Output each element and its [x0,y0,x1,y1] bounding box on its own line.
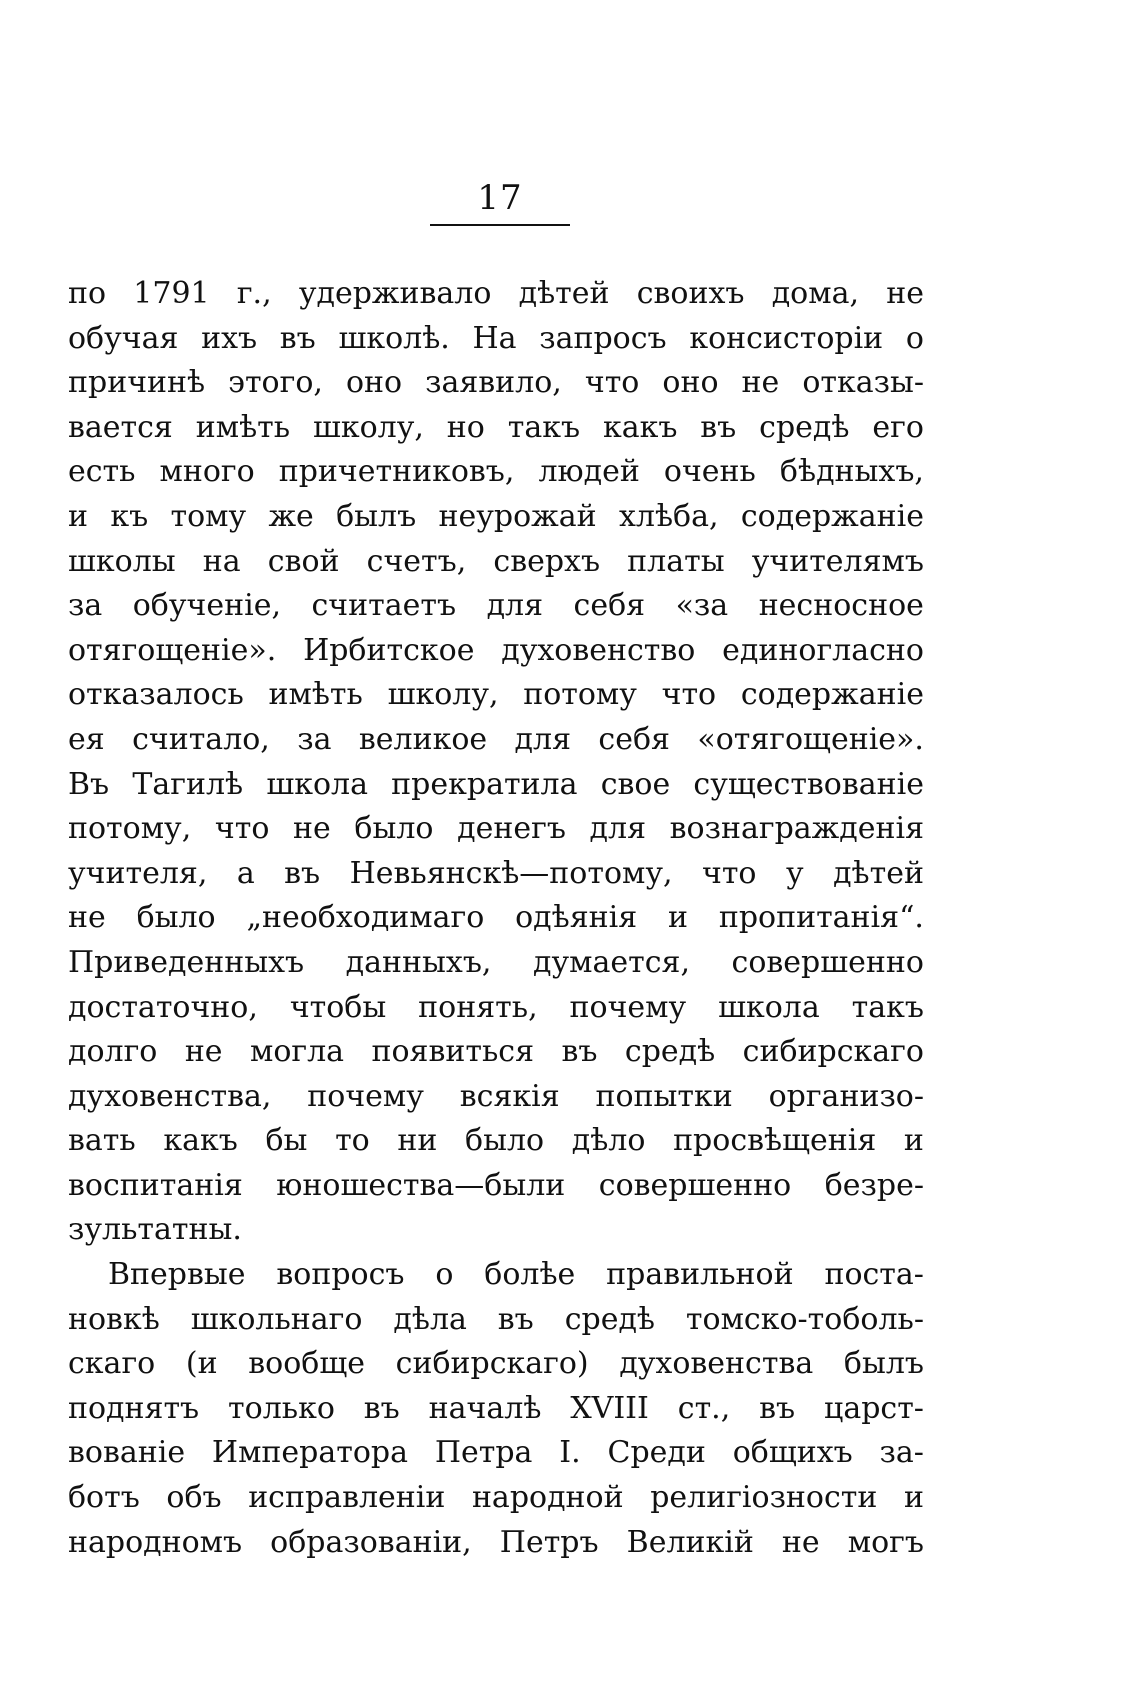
text-line: по 1791 г., удерживало дѣтей своихъ дома, не [68,276,924,311]
text-line: учителя, а въ Невьянскѣ—потому, что у дѣтей [68,855,924,891]
text-line: долго не могла появиться въ средѣ сибирскаго [68,1034,924,1070]
text-line: потому, что не было денегъ для вознагражденія [68,811,924,847]
text-line: за обученіе, считаетъ для себя «за несносное [68,588,924,624]
text-line: ея считало, за великое для себя «отягощеніе». [68,721,924,757]
text-line: отягощеніе». Ирбитское духовенство единогласно [68,632,924,668]
text-line: духовенства, почему всякія попытки организо- [68,1078,924,1114]
text-line: Приведенныхъ данныхъ, думается, совершенно [68,944,924,980]
text-line: поднятъ только въ началѣ XVIII ст., въ царст- [68,1390,924,1426]
text-line: не было „необходимаго одѣянія и пропитанія“. [68,900,924,936]
text-line: достаточно, чтобы понять, почему школа такъ [68,989,924,1025]
text-line: скаго (и вообще сибирскаго) духовенства былъ [68,1346,924,1382]
text-line: и къ тому же былъ неурожай хлѣба, содержаніе [68,498,924,534]
text-line: отказалось имѣть школу, потому что содержаніе [68,677,924,713]
text-line: школы на свой счетъ, сверхъ платы учителямъ [68,543,924,579]
text-line: обучая ихъ въ школѣ. На запросъ консисторіи о [68,320,924,356]
text-line: вать какъ бы то ни было дѣло просвѣщенія и [68,1123,924,1159]
page-number: 17 [477,178,523,218]
body-text [68,272,924,1565]
text-line: причинѣ этого, оно заявило, что оно не отказы- [68,365,924,401]
text-line: Впервые вопросъ о болѣе правильной поста- [108,1257,924,1293]
text-line: новкѣ школьнаго дѣла въ средѣ томско-тоболь- [68,1301,924,1337]
page-number-rule [430,224,570,226]
text-line: народномъ образованіи, Петръ Великій не могъ [68,1524,924,1560]
text-line: зультатны. [68,1212,242,1248]
text-line: воспитанія юношества—были совершенно безре- [68,1167,924,1203]
text-line: Въ Тагилѣ школа прекратила свое существованіе [68,766,924,802]
text-line: вается имѣть школу, но такъ какъ въ средѣ его [68,409,924,445]
text-line: есть много причетниковъ, людей очень бѣдныхъ, [68,454,924,490]
text-line: ботъ объ исправленіи народной религіозности и [68,1480,924,1516]
text-line: вованіе Императора Петра I. Среди общихъ за- [68,1435,924,1471]
